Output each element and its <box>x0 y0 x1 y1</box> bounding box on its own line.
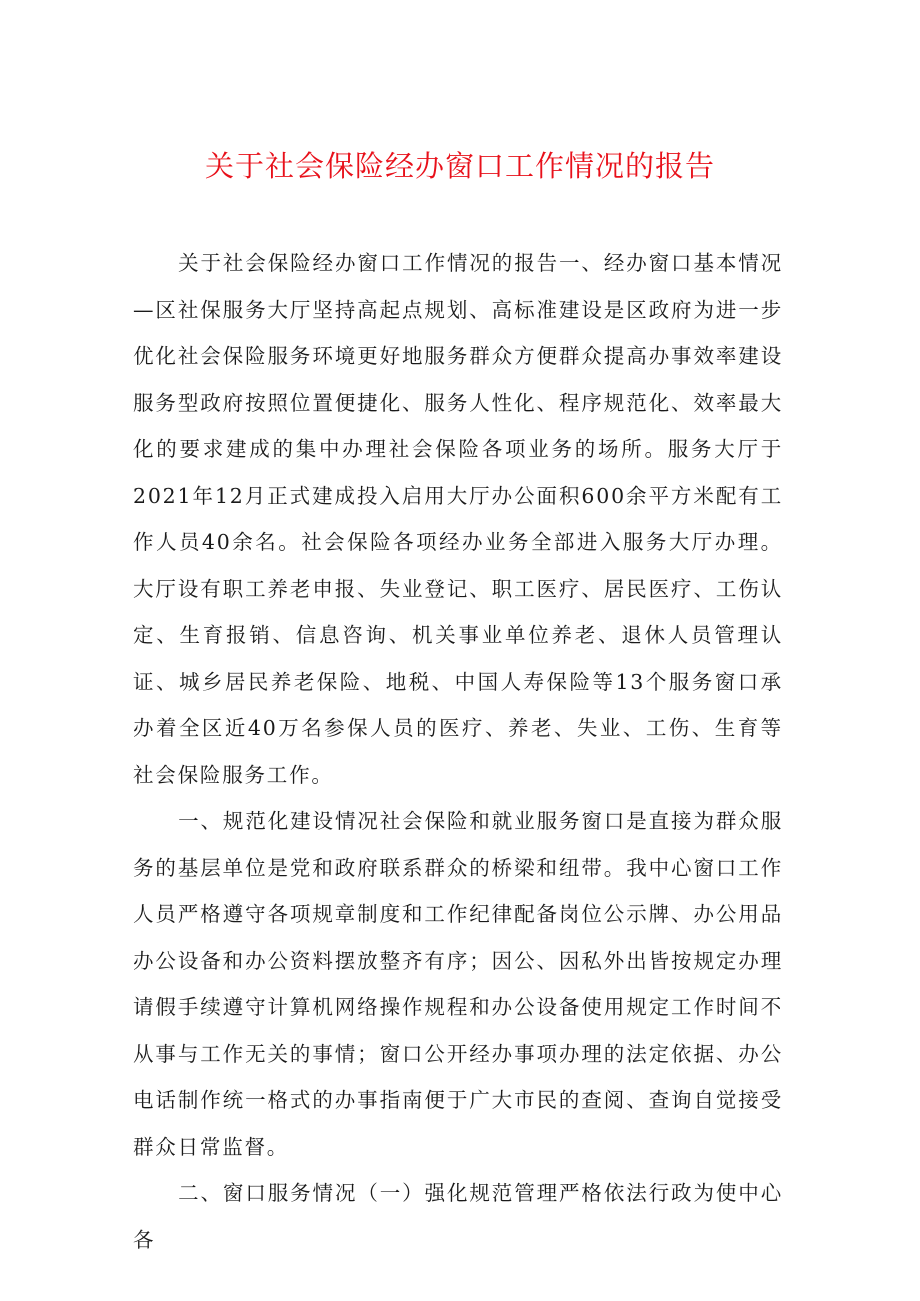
document-title: 关于社会保险经办窗口工作情况的报告 <box>204 149 715 183</box>
paragraph-standardization: 一、规范化建设情况社会保险和就业服务窗口是直接为群众服务的基层单位是党和政府联系群众的桥梁和纽带。我中心窗口工作人员严格遵守各项规章制度和工作纪律配备岗位公示牌、办公用品办公设备和办公资料摆放整齐有序；因公、因私外出皆按规定办理请假手续遵守计算机网络操作规程和办公设备使用规定工作时间不从事与工作无关的事情；窗口公开经办事项办理的法定依据、办公电话制作统一格式的办事指南便于广大市民的查阅、查询自觉接受群众日常监督。 <box>133 809 783 1159</box>
paragraph-window-service: 二、窗口服务情况（一）强化规范管理严格依法行政为使中心各 <box>133 1181 783 1252</box>
document-body <box>133 240 783 1263</box>
paragraph-basic-situation: 关于社会保险经办窗口工作情况的报告一、经办窗口基本情况—区社保服务大厅坚持高起点规划、高标准建设是区政府为进一步优化社会保险服务环境更好地服务群众方便群众提高办事效率建设服务型政府按照位置便捷化、服务人性化、程序规范化、效率最大化的要求建成的集中办理社会保险各项业务的场所。服务大厅于2021年12月正式建成投入启用大厅办公面积600余平方米配有工作人员40余名。社会保险各项经办业务全部进入服务大厅办理。大厅设有职工养老申报、失业登记、职工医疗、居民医疗、工伤认定、生育报销、信息咨询、机关事业单位养老、退休人员管理认证、城乡居民养老保险、地税、中国人寿保险等13个服务窗口承办着全区近40万名参保人员的医疗、养老、失业、工伤、生育等社会保险服务工作。 <box>133 251 783 787</box>
